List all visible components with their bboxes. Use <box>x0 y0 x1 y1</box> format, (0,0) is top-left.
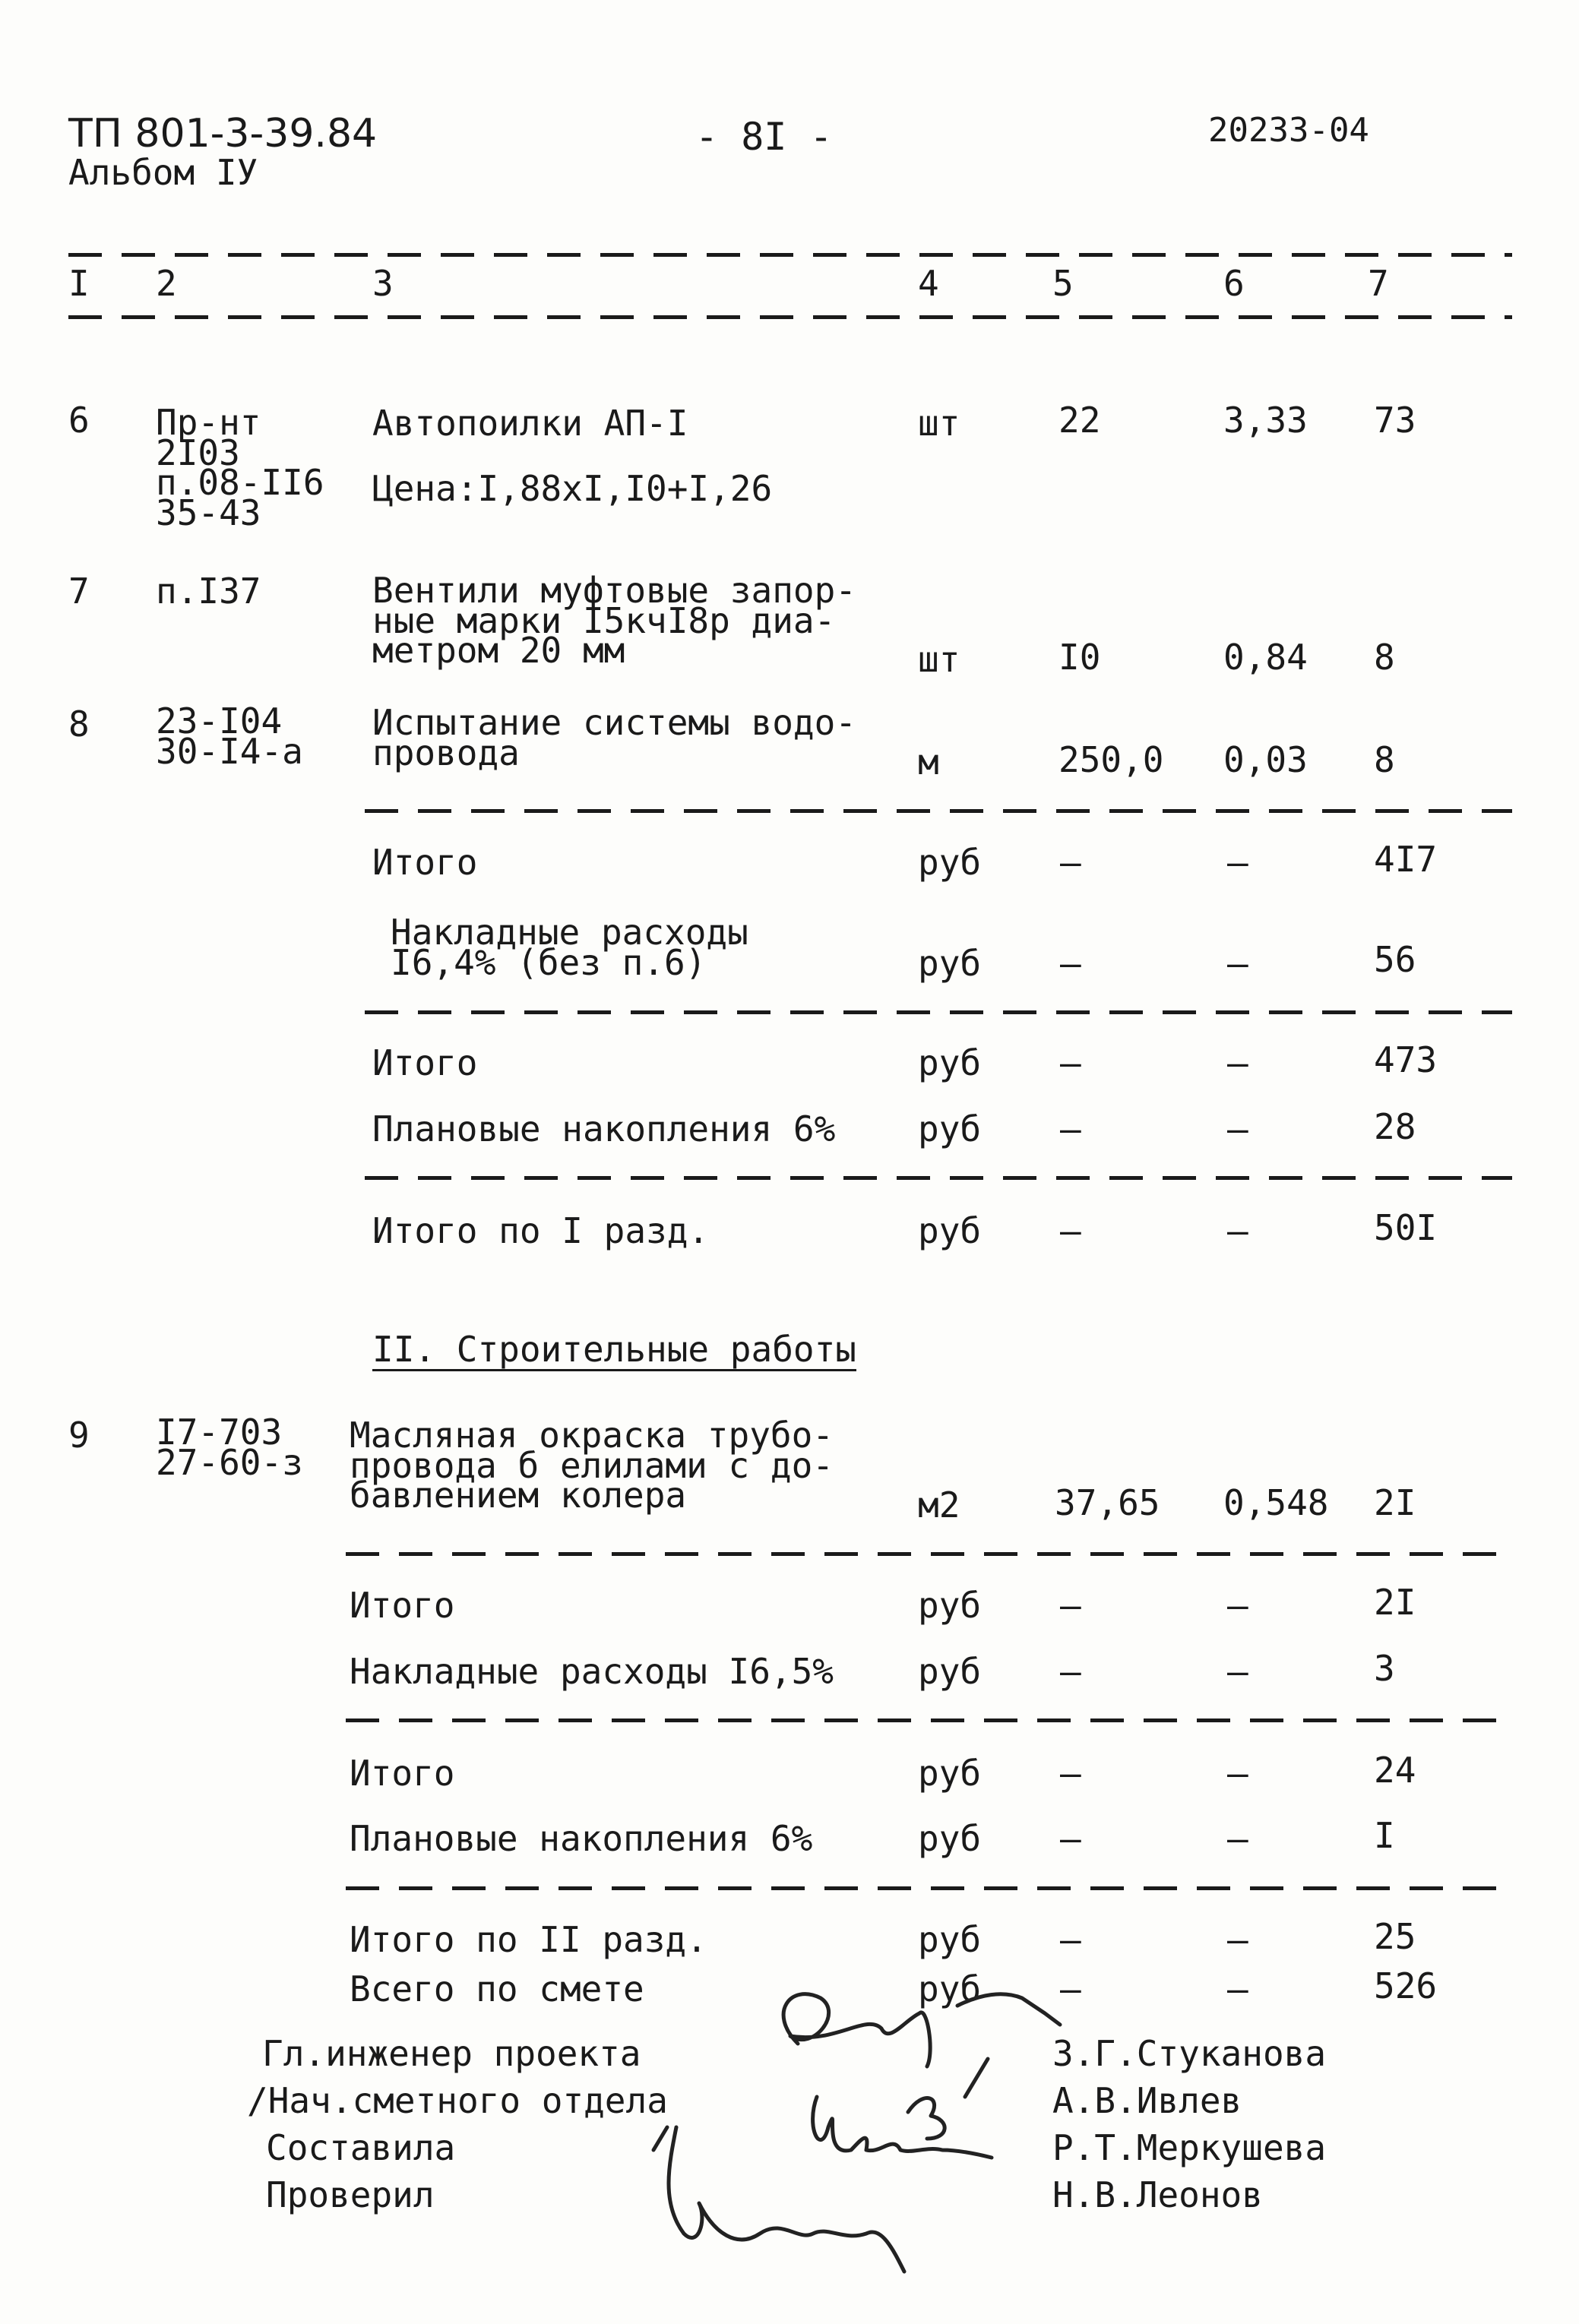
dash-cell: – <box>1060 1651 1081 1692</box>
dash-cell: – <box>1227 1042 1248 1083</box>
total-label: Плановые накопления 6% <box>350 1818 813 1859</box>
unit: м <box>918 741 939 783</box>
total-label: Итого <box>350 1585 455 1626</box>
dash-cell: – <box>1227 1818 1248 1859</box>
unit-price: 0,84 <box>1223 637 1308 678</box>
unit: руб <box>918 842 982 883</box>
signature-stroke <box>908 2098 945 2139</box>
signatory-role: Составила <box>266 2127 456 2168</box>
dash-cell: – <box>1060 1585 1081 1626</box>
item-description: Автопоилки АП-I <box>372 403 688 444</box>
album-label: Альбом IУ <box>68 152 258 193</box>
dash-cell: – <box>1060 1818 1081 1859</box>
unit: м2 <box>918 1485 960 1526</box>
unit: руб <box>918 1210 982 1251</box>
total-value: 24 <box>1374 1750 1416 1791</box>
signature-stroke <box>783 1994 930 2066</box>
row-total: 73 <box>1374 400 1416 441</box>
total-label: Итого <box>372 1042 478 1083</box>
total-value: 4I7 <box>1374 839 1438 880</box>
signatory-role: Гл.инженер проекта <box>262 2033 641 2074</box>
unit: руб <box>918 1651 982 1692</box>
dash-cell: – <box>1227 1108 1248 1149</box>
unit: руб <box>918 1968 982 2009</box>
unit-price: 0,548 <box>1223 1482 1329 1523</box>
page-number: - 8I - <box>695 115 833 159</box>
row-total: 8 <box>1374 637 1395 678</box>
total-value: 56 <box>1374 939 1416 980</box>
total-label: Накладные расходы I6,4% (без п.6) <box>391 912 748 983</box>
signature-stroke <box>813 2097 992 2158</box>
total-value: I <box>1374 1815 1395 1856</box>
total-label: Итого <box>350 1753 455 1794</box>
total-label: Итого по II разд. <box>350 1919 707 1960</box>
row-number: 9 <box>68 1415 90 1456</box>
dash-cell: – <box>1060 842 1081 883</box>
row-number: 8 <box>68 704 90 745</box>
unit: руб <box>918 1818 982 1859</box>
column-header: 6 <box>1223 263 1245 304</box>
total-label: Плановые накопления 6% <box>372 1108 836 1149</box>
row-total: 2I <box>1374 1482 1416 1523</box>
dash-cell: – <box>1227 943 1248 984</box>
row-number: 6 <box>68 400 90 441</box>
unit-price: 0,03 <box>1223 739 1308 780</box>
column-header: I <box>68 263 90 304</box>
quantity: 22 <box>1058 400 1101 441</box>
dash-cell: – <box>1227 1919 1248 1960</box>
unit: руб <box>918 1753 982 1794</box>
total-value: 28 <box>1374 1106 1416 1147</box>
unit: шт <box>918 639 960 680</box>
dash-cell: – <box>1060 1753 1081 1794</box>
unit: руб <box>918 1919 982 1960</box>
norm-code: Пр-нт 2I03 п.08-II6 35-43 <box>156 402 324 533</box>
total-value: 473 <box>1374 1039 1438 1080</box>
total-value: 50I <box>1374 1207 1438 1248</box>
norm-code: I7-703 27-60-з <box>156 1412 303 1483</box>
dash-cell: – <box>1227 1968 1248 2009</box>
quantity: 37,65 <box>1055 1482 1160 1523</box>
section-title: II. Строительные работы <box>372 1329 856 1370</box>
dash-cell: – <box>1060 943 1081 984</box>
price-formula: Цена:I,88хI,I0+I,26 <box>372 468 773 509</box>
total-value: 25 <box>1374 1916 1416 1957</box>
signatory-name: А.В.Ивлев <box>1052 2080 1242 2121</box>
quantity: I0 <box>1058 637 1101 678</box>
dash-cell: – <box>1227 1210 1248 1251</box>
total-value: 2I <box>1374 1582 1416 1623</box>
norm-code: 23-I04 30-I4-а <box>156 700 303 772</box>
row-number: 7 <box>68 571 90 612</box>
signatory-role: Проверил <box>266 2174 435 2215</box>
signature-stroke <box>957 1994 1060 2025</box>
item-description: Масляная окраска трубо- провода б елилами с до- бавлением колера <box>350 1415 834 1516</box>
unit: руб <box>918 1108 982 1149</box>
column-header: 7 <box>1368 263 1389 304</box>
unit: руб <box>918 943 982 984</box>
dash-cell: – <box>1227 1585 1248 1626</box>
dash-cell: – <box>1060 1968 1081 2009</box>
total-label: Всего по смете <box>350 1968 644 2009</box>
dash-cell: – <box>1060 1919 1081 1960</box>
dash-cell: – <box>1060 1108 1081 1149</box>
signature-stroke <box>965 2059 988 2097</box>
column-header: 5 <box>1052 263 1074 304</box>
dash-cell: – <box>1227 842 1248 883</box>
row-total: 8 <box>1374 739 1395 780</box>
column-header: 4 <box>918 263 939 304</box>
column-header: 3 <box>372 263 394 304</box>
signatory-name: Н.В.Леонов <box>1052 2174 1263 2215</box>
signatory-role: /Нач.сметного отдела <box>247 2080 668 2121</box>
unit: руб <box>918 1585 982 1626</box>
signature-stroke <box>653 2127 667 2150</box>
signatory-name: З.Г.Стуканова <box>1052 2033 1327 2074</box>
inventory-stamp: 20233-04 <box>1208 111 1369 150</box>
item-description: Испытание системы водо- провода <box>372 702 856 773</box>
total-value: 3 <box>1374 1648 1395 1689</box>
norm-code: п.I37 <box>156 571 261 612</box>
unit: руб <box>918 1042 982 1083</box>
unit-price: 3,33 <box>1223 400 1308 441</box>
total-label: Итого по I разд. <box>372 1210 710 1251</box>
signatory-name: Р.Т.Меркушева <box>1052 2127 1327 2168</box>
column-header: 2 <box>156 263 177 304</box>
total-label: Накладные расходы I6,5% <box>350 1651 834 1692</box>
total-label: Итого <box>372 842 478 883</box>
quantity: 250,0 <box>1058 739 1164 780</box>
dash-cell: – <box>1227 1753 1248 1794</box>
dash-cell: – <box>1060 1210 1081 1251</box>
document-code: ТП 801-3-39.84 <box>68 111 378 157</box>
total-value: 526 <box>1374 1965 1438 2006</box>
item-description: Вентили муфтовые запор- ные марки I5кчI8р диа- метром 20 мм <box>372 570 856 672</box>
dash-cell: – <box>1227 1651 1248 1692</box>
dash-cell: – <box>1060 1042 1081 1083</box>
unit: шт <box>918 403 960 444</box>
